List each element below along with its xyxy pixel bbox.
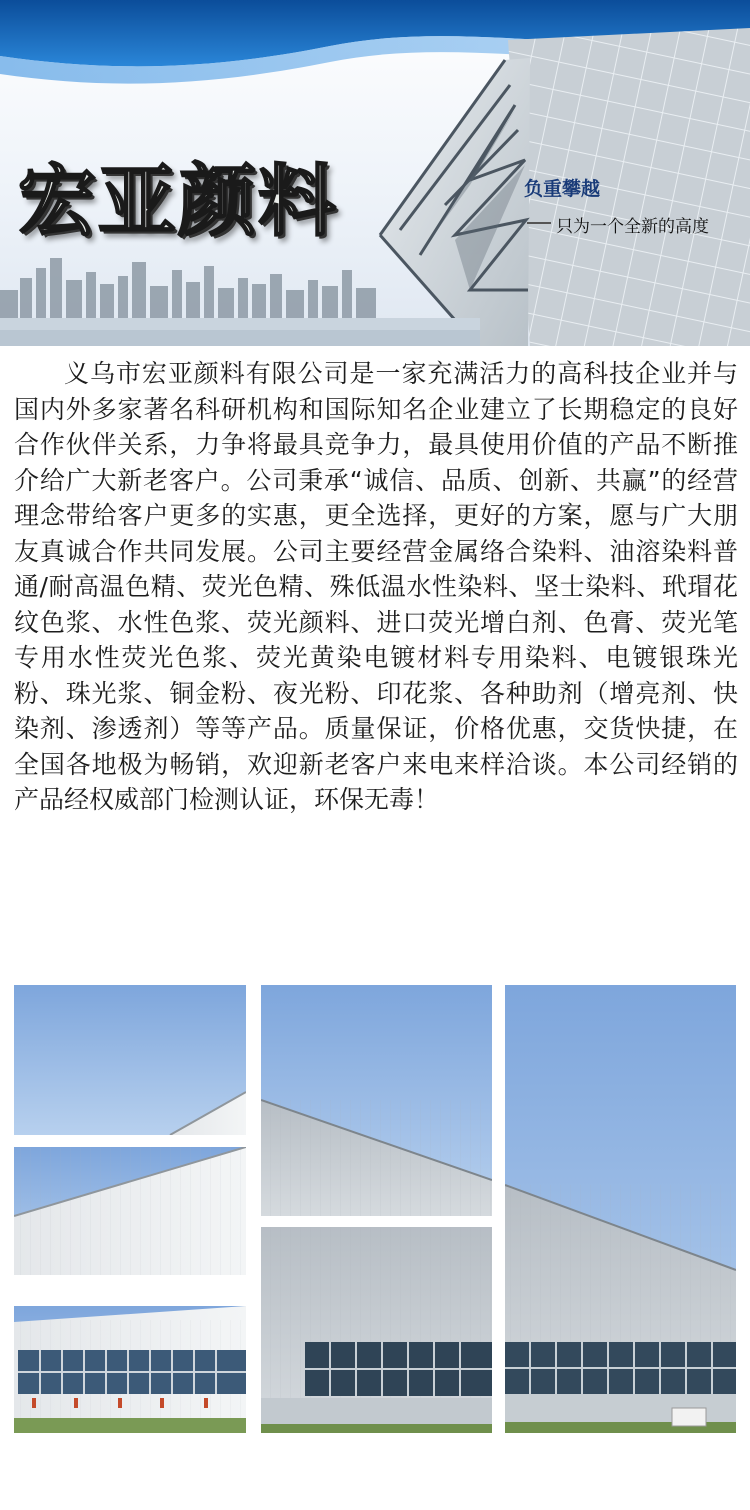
- slogan-sub: 只为一个全新的高度: [556, 217, 709, 237]
- slogan-main: 负重攀越: [524, 178, 601, 200]
- hero-banner: [0, 0, 750, 346]
- brand-title: 宏亚颜料: [18, 157, 339, 247]
- photo-building-tall: [505, 985, 736, 1433]
- company-intro: 义乌市宏亚颜料有限公司是一家充满活力的高科技企业并与国内外多家著名科研机构和国际知名企业建立了长期稳定的良好合作伙伴关系，力争将最具竞争力，最具使用价值的产品不断推介给广大新老客户。公司秉承“诚信、品质、创新、共赢”的经营理念带给客户更多的实惠，更全选择，更好的方案，愿与广大朋友真诚合作共同发展。公司主要经营金属络合染料、油溶染料普通/耐高温色精、荧光色精、殊低温水性染料、坚士染料、玳瑁花纹色浆、水性色浆、荧光颜料、进口荧光增白剂、色膏、荧光笔专用水性荧光色浆、荧光黄染电镀材料专用染料、电镀银珠光粉、珠光浆、铜金粉、夜光粉、印花浆、各种助剂（增亮剂、快染剂、渗透剂）等等产品。质量保证，价格优惠，交货快捷，在全国各地极为畅销，欢迎新老客户来电来样洽谈。本公司经销的产品经权威部门检测认证，环保无毒！: [14, 359, 738, 814]
- photo-factory-windows: [14, 1306, 246, 1433]
- photo-building-angle: [261, 985, 492, 1216]
- photo-roofline-2: [14, 1147, 246, 1275]
- photo-roofline-1: [14, 985, 246, 1135]
- slogan-divider: [527, 222, 551, 224]
- photo-building-facade: [261, 1227, 492, 1433]
- factory-photo-collage: [0, 980, 750, 1510]
- collage-photos: [0, 980, 750, 1510]
